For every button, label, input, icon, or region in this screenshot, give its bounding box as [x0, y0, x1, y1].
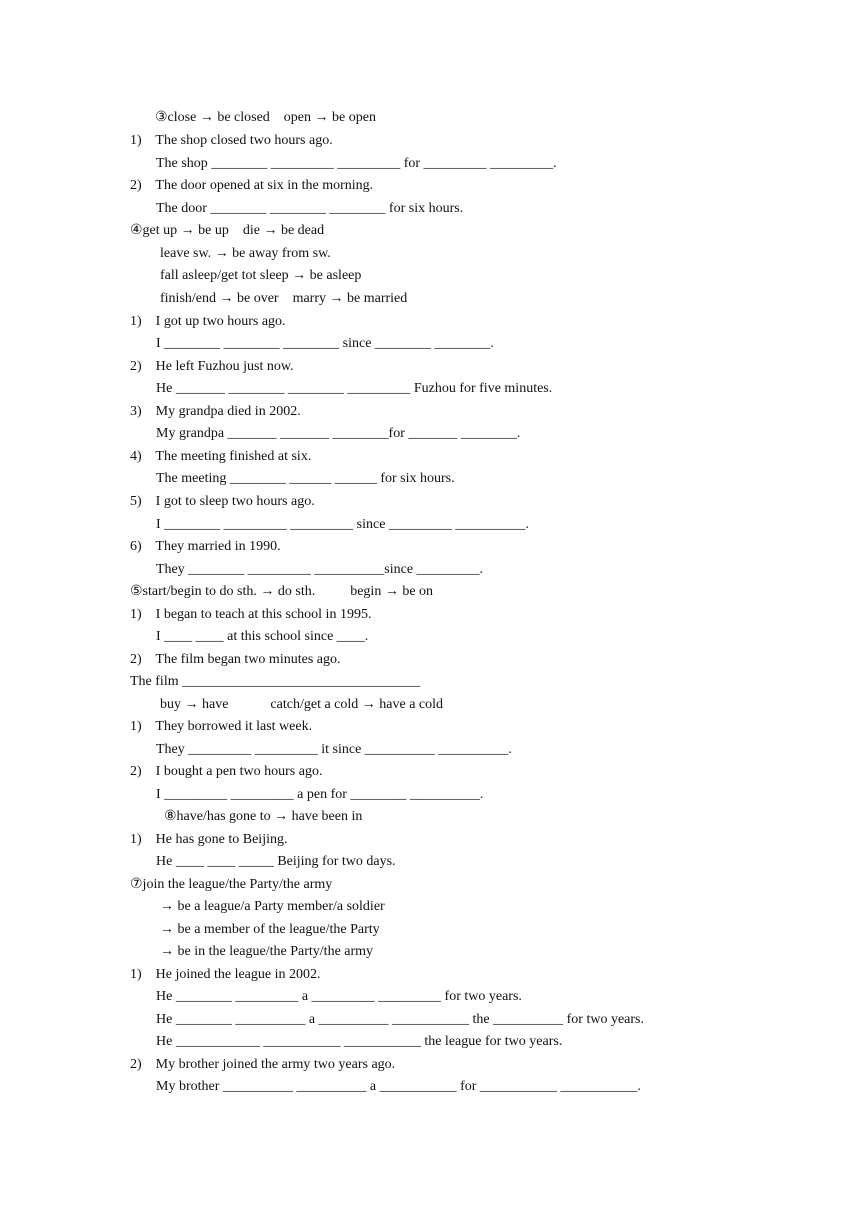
exercise-sentence: 2) I bought a pen two hours ago. — [130, 764, 323, 779]
exercise-blank-line: The door ________ ________ ________ for six hours. — [156, 201, 464, 216]
exercise-sentence: 1) I got up two hours ago. — [130, 314, 286, 329]
exercise-sentence: 2) The film began two minutes ago. — [130, 652, 341, 667]
exercise-sentence: 3) My grandpa died in 2002. — [130, 404, 301, 419]
section-heading-3: ③close → be closed open → be open — [155, 110, 376, 125]
exercise-blank-line: He ________ __________ a __________ ___________ the __________ for two years. — [156, 1012, 645, 1027]
exercise-blank-line: He _______ ________ ________ _________ Fuzhou for five minutes. — [156, 381, 553, 396]
exercise-sentence: 2) He left Fuzhou just now. — [130, 359, 294, 374]
rule-line: → be a league/a Party member/a soldier — [160, 899, 385, 914]
rule-line: leave sw. → be away from sw. — [160, 246, 331, 261]
rule-line: fall asleep/get tot sleep → be asleep — [160, 268, 362, 283]
exercise-blank-line: He ____________ ___________ ___________ the league for two years. — [156, 1034, 563, 1049]
exercise-sentence: 5) I got to sleep two hours ago. — [130, 494, 315, 509]
rule-line: → be in the league/the Party/the army — [160, 944, 374, 959]
exercise-sentence: 1) The shop closed two hours ago. — [130, 133, 333, 148]
exercise-blank-line: The shop ________ _________ _________ for _________ _________. — [156, 156, 557, 171]
exercise-blank-line: I ____ ____ at this school since ____. — [156, 629, 369, 644]
exercise-sentence: 6) They married in 1990. — [130, 539, 281, 554]
exercise-blank-line: He ________ _________ a _________ _________ for two years. — [156, 989, 522, 1004]
exercise-blank-line: The film __________________________________ — [130, 674, 421, 689]
exercise-blank-line: I _________ _________ a pen for ________ __________. — [156, 787, 484, 802]
exercise-sentence: 1) He joined the league in 2002. — [130, 967, 321, 982]
exercise-sentence: 1) I began to teach at this school in 1995. — [130, 607, 372, 622]
exercise-sentence: 1) He has gone to Beijing. — [130, 832, 288, 847]
rule-line: finish/end → be over marry → be married — [160, 291, 408, 306]
exercise-blank-line: My brother __________ __________ a ___________ for ___________ ___________. — [156, 1079, 641, 1094]
section-heading-7: ⑦join the league/the Party/the army — [130, 877, 333, 892]
section-heading-4: ④get up → be up die → be dead — [130, 223, 325, 238]
exercise-blank-line: My grandpa _______ _______ ________for _______ ________. — [156, 426, 521, 441]
rule-line: → be a member of the league/the Party — [160, 922, 380, 937]
exercise-sentence: 2) The door opened at six in the morning. — [130, 178, 374, 193]
section-heading-8: ⑧have/has gone to → have been in — [164, 809, 363, 824]
section-heading-5: ⑤start/begin to do sth. → do sth. begin → be on — [130, 584, 434, 599]
exercise-blank-line: I ________ _________ _________ since _________ __________. — [156, 517, 529, 532]
exercise-blank-line: They _________ _________ it since __________ __________. — [156, 742, 512, 757]
exercise-blank-line: The meeting ________ ______ ______ for six hours. — [156, 471, 455, 486]
exercise-blank-line: He ____ ____ _____ Beijing for two days. — [156, 854, 396, 869]
exercise-blank-line: I ________ ________ ________ since ________ ________. — [156, 336, 494, 351]
exercise-sentence: 1) They borrowed it last week. — [130, 719, 313, 734]
exercise-blank-line: They ________ _________ __________since _________. — [156, 562, 484, 577]
exercise-sentence: 2) My brother joined the army two years ago. — [130, 1057, 396, 1072]
rule-line: buy → have catch/get a cold → have a cold — [160, 697, 444, 712]
exercise-sentence: 4) The meeting finished at six. — [130, 449, 312, 464]
